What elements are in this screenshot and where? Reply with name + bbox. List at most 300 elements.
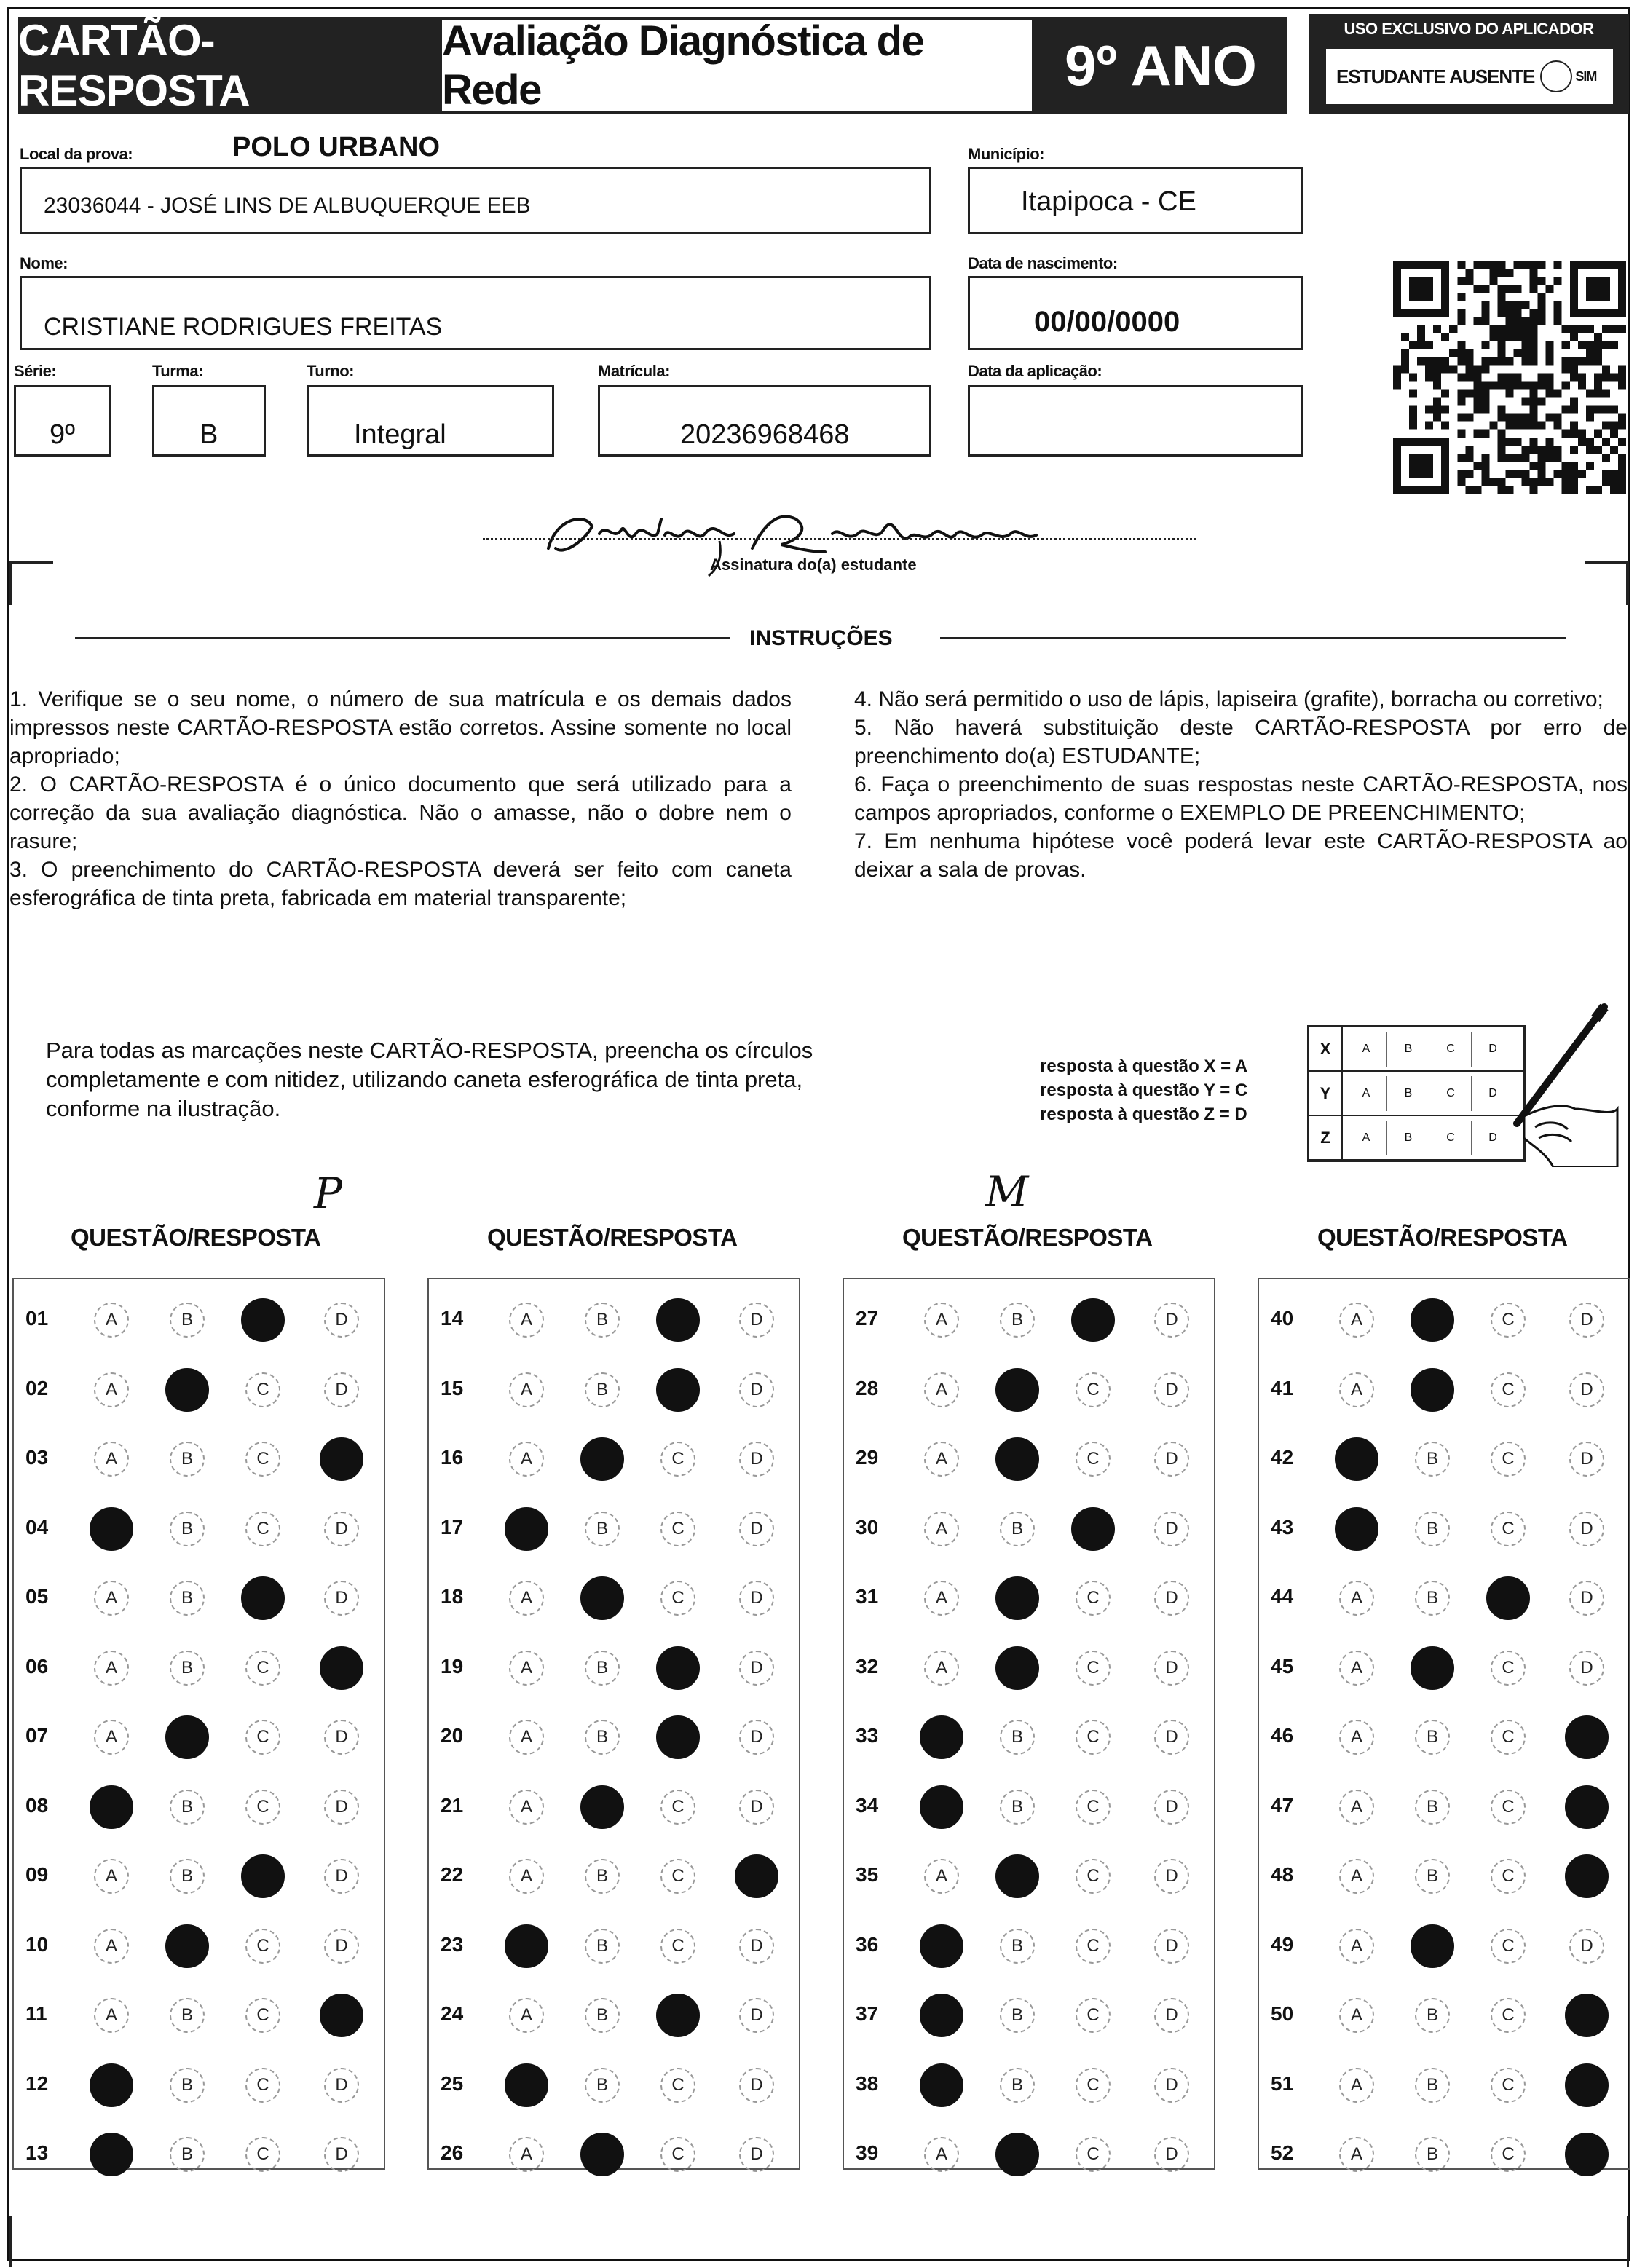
option-bubble-d[interactable]: D bbox=[324, 1581, 359, 1616]
option-bubble-b[interactable]: B bbox=[585, 1512, 620, 1546]
option-bubble-b[interactable] bbox=[580, 1576, 624, 1620]
option-bubble-c[interactable]: C bbox=[1491, 1859, 1526, 1894]
option-bubble-b[interactable]: B bbox=[1000, 1790, 1035, 1825]
question-number: 17 bbox=[441, 1515, 464, 1538]
option-bubble-b[interactable]: B bbox=[170, 1581, 205, 1616]
question-number: 28 bbox=[856, 1376, 879, 1399]
option-bubble-c[interactable]: C bbox=[1076, 1998, 1111, 2033]
option-bubble-a[interactable]: A bbox=[509, 2137, 544, 2172]
option-bubble-d[interactable]: D bbox=[739, 1929, 774, 1964]
option-bubble-a[interactable] bbox=[90, 2063, 133, 2107]
example-divider bbox=[1471, 1032, 1472, 1067]
aplic-field[interactable] bbox=[968, 385, 1303, 457]
option-bubble-d[interactable]: D bbox=[739, 1790, 774, 1825]
option-bubble-c[interactable]: C bbox=[660, 2137, 695, 2172]
option-bubble-b[interactable]: B bbox=[1415, 1998, 1450, 2033]
example-bubble-d: D bbox=[1488, 1087, 1497, 1099]
option-bubble-d[interactable]: D bbox=[1569, 1303, 1604, 1338]
option-bubble-d[interactable]: D bbox=[1569, 1581, 1604, 1616]
option-bubble-a[interactable] bbox=[1335, 1507, 1378, 1551]
option-bubble-b[interactable]: B bbox=[585, 1720, 620, 1755]
option-bubble-b[interactable] bbox=[995, 1576, 1039, 1620]
option-bubble-c[interactable]: C bbox=[660, 1790, 695, 1825]
option-bubble-d[interactable] bbox=[1565, 2063, 1609, 2107]
option-bubble-a[interactable]: A bbox=[1339, 2068, 1374, 2103]
option-bubble-d[interactable]: D bbox=[324, 1372, 359, 1407]
option-bubble-c[interactable]: C bbox=[245, 1929, 280, 1964]
option-bubble-c[interactable] bbox=[656, 1715, 700, 1759]
example-divider bbox=[1386, 1121, 1387, 1155]
option-bubble-a[interactable] bbox=[920, 1785, 963, 1829]
question-row-22 bbox=[429, 1850, 799, 1894]
option-bubble-c[interactable]: C bbox=[1491, 1720, 1526, 1755]
option-bubble-a[interactable]: A bbox=[1339, 1998, 1374, 2033]
option-bubble-b[interactable] bbox=[580, 1437, 624, 1481]
example-bubble-c: C bbox=[1446, 1087, 1455, 1099]
option-bubble-a[interactable]: A bbox=[509, 1442, 544, 1477]
option-bubble-c[interactable]: C bbox=[1491, 2068, 1526, 2103]
matricula-field[interactable] bbox=[598, 385, 931, 457]
option-bubble-c[interactable]: C bbox=[1491, 1998, 1526, 2033]
option-bubble-c[interactable]: C bbox=[660, 2068, 695, 2103]
option-bubble-d[interactable]: D bbox=[1154, 1998, 1189, 2033]
option-bubble-a[interactable] bbox=[920, 1994, 963, 2037]
option-bubble-c[interactable] bbox=[1071, 1507, 1115, 1551]
turma-value: B bbox=[200, 419, 218, 450]
question-row-20 bbox=[429, 1711, 799, 1755]
question-row-40 bbox=[1259, 1294, 1629, 1338]
option-bubble-a[interactable]: A bbox=[509, 1790, 544, 1825]
option-bubble-d[interactable]: D bbox=[1154, 2137, 1189, 2172]
exam-title: Avaliação Diagnóstica de Rede bbox=[439, 17, 1035, 114]
option-bubble-d[interactable]: D bbox=[1154, 1929, 1189, 1964]
option-bubble-b[interactable]: B bbox=[585, 1651, 620, 1686]
option-bubble-b[interactable] bbox=[580, 2133, 624, 2176]
option-bubble-b[interactable]: B bbox=[1000, 2068, 1035, 2103]
option-bubble-a[interactable]: A bbox=[509, 1859, 544, 1894]
municipio-field[interactable] bbox=[968, 167, 1303, 234]
option-bubble-c[interactable] bbox=[656, 1368, 700, 1412]
municipio-value: Itapipoca - CE bbox=[1021, 186, 1196, 217]
option-bubble-d[interactable]: D bbox=[1154, 1442, 1189, 1477]
option-bubble-a[interactable]: A bbox=[509, 1998, 544, 2033]
option-bubble-c[interactable] bbox=[241, 1854, 285, 1898]
option-bubble-c[interactable]: C bbox=[1076, 2068, 1111, 2103]
option-bubble-d[interactable]: D bbox=[1154, 1790, 1189, 1825]
question-number: 39 bbox=[856, 2141, 879, 2164]
option-bubble-b[interactable]: B bbox=[1000, 1998, 1035, 2033]
option-bubble-b[interactable] bbox=[995, 1646, 1039, 1690]
option-bubble-b[interactable] bbox=[580, 1785, 624, 1829]
option-bubble-b[interactable]: B bbox=[1000, 1512, 1035, 1546]
option-bubble-a[interactable] bbox=[920, 2063, 963, 2107]
option-bubble-c[interactable]: C bbox=[245, 2137, 280, 2172]
question-number: 13 bbox=[25, 2141, 49, 2164]
question-row-05 bbox=[14, 1572, 384, 1616]
option-bubble-a[interactable]: A bbox=[924, 1442, 959, 1477]
option-bubble-b[interactable]: B bbox=[170, 2137, 205, 2172]
option-bubble-a[interactable]: A bbox=[924, 1859, 959, 1894]
column-header-3: QUESTÃO/RESPOSTA bbox=[902, 1224, 1153, 1251]
matricula-value: 20236968468 bbox=[680, 419, 850, 450]
option-bubble-c[interactable]: C bbox=[245, 1512, 280, 1546]
question-number: 25 bbox=[441, 2071, 464, 2095]
option-bubble-b[interactable] bbox=[165, 1715, 209, 1759]
option-bubble-a[interactable] bbox=[1335, 1437, 1378, 1481]
option-bubble-a[interactable]: A bbox=[1339, 2137, 1374, 2172]
option-bubble-b[interactable]: B bbox=[170, 1442, 205, 1477]
school-value: 23036044 - JOSÉ LINS DE ALBUQUERQUE EEB bbox=[44, 194, 531, 218]
option-bubble-d[interactable]: D bbox=[739, 1303, 774, 1338]
option-bubble-c[interactable]: C bbox=[1491, 1929, 1526, 1964]
option-bubble-a[interactable] bbox=[90, 1507, 133, 1551]
nome-label: Nome: bbox=[20, 254, 68, 272]
option-bubble-d[interactable]: D bbox=[324, 1303, 359, 1338]
option-bubble-d[interactable]: D bbox=[1154, 1859, 1189, 1894]
option-bubble-c[interactable]: C bbox=[660, 1859, 695, 1894]
question-number: 29 bbox=[856, 1446, 879, 1469]
option-bubble-c[interactable]: C bbox=[1491, 1512, 1526, 1546]
option-bubble-a[interactable]: A bbox=[924, 1372, 959, 1407]
turno-field[interactable] bbox=[307, 385, 554, 457]
answer-card bbox=[7, 7, 1630, 2261]
turma-field[interactable] bbox=[152, 385, 266, 457]
option-bubble-b[interactable] bbox=[995, 1368, 1039, 1412]
question-row-25 bbox=[429, 2059, 799, 2103]
option-bubble-b[interactable]: B bbox=[585, 1303, 620, 1338]
question-row-21 bbox=[429, 1781, 799, 1825]
option-bubble-a[interactable]: A bbox=[509, 1303, 544, 1338]
instruction-5: 5. Não haverá substituição deste CARTÃO-RESPOSTA por erro de preenchimento do(a) ESTUDANTE; bbox=[854, 716, 1628, 768]
option-bubble-d[interactable]: D bbox=[739, 1442, 774, 1477]
option-bubble-c[interactable]: C bbox=[1491, 1651, 1526, 1686]
option-bubble-a[interactable]: A bbox=[924, 1303, 959, 1338]
option-bubble-a[interactable]: A bbox=[509, 1720, 544, 1755]
option-bubble-a[interactable]: A bbox=[94, 1372, 129, 1407]
matricula-label: Matrícula: bbox=[598, 362, 670, 380]
option-bubble-b[interactable]: B bbox=[1415, 1581, 1450, 1616]
option-bubble-c[interactable]: C bbox=[245, 1372, 280, 1407]
option-bubble-c[interactable]: C bbox=[1076, 1790, 1111, 1825]
nome-value: CRISTIANE RODRIGUES FREITAS bbox=[44, 313, 443, 341]
school-field[interactable] bbox=[20, 167, 931, 234]
option-bubble-d[interactable] bbox=[1565, 1715, 1609, 1759]
option-bubble-a[interactable]: A bbox=[94, 1442, 129, 1477]
absent-bubble[interactable] bbox=[1540, 60, 1572, 92]
option-bubble-d[interactable]: D bbox=[1569, 1372, 1604, 1407]
option-bubble-b[interactable]: B bbox=[170, 1512, 205, 1546]
option-bubble-d[interactable] bbox=[320, 1646, 363, 1690]
option-bubble-b[interactable] bbox=[1411, 1646, 1454, 1690]
option-bubble-a[interactable]: A bbox=[1339, 1372, 1374, 1407]
option-bubble-d[interactable] bbox=[320, 1437, 363, 1481]
option-bubble-b[interactable]: B bbox=[1415, 2068, 1450, 2103]
question-row-08 bbox=[14, 1781, 384, 1825]
option-bubble-a[interactable]: A bbox=[924, 1651, 959, 1686]
nome-field[interactable] bbox=[20, 276, 931, 350]
option-bubble-c[interactable]: C bbox=[1491, 1303, 1526, 1338]
option-bubble-d[interactable]: D bbox=[1154, 1303, 1189, 1338]
option-bubble-d[interactable]: D bbox=[1154, 1720, 1189, 1755]
question-row-35 bbox=[844, 1850, 1214, 1894]
option-bubble-c[interactable]: C bbox=[1491, 2137, 1526, 2172]
option-bubble-b[interactable]: B bbox=[585, 1859, 620, 1894]
option-bubble-d[interactable]: D bbox=[324, 1512, 359, 1546]
option-bubble-a[interactable] bbox=[90, 2133, 133, 2176]
option-bubble-b[interactable]: B bbox=[585, 2068, 620, 2103]
option-bubble-c[interactable]: C bbox=[660, 1442, 695, 1477]
option-bubble-d[interactable]: D bbox=[739, 2137, 774, 2172]
serie-value: 9º bbox=[50, 419, 76, 450]
question-number: 35 bbox=[856, 1863, 879, 1886]
option-bubble-a[interactable] bbox=[505, 1924, 548, 1968]
question-number: 51 bbox=[1271, 2071, 1294, 2095]
option-bubble-c[interactable] bbox=[241, 1298, 285, 1342]
option-bubble-c[interactable]: C bbox=[1076, 1442, 1111, 1477]
option-bubble-b[interactable]: B bbox=[585, 1929, 620, 1964]
option-bubble-b[interactable]: B bbox=[1415, 1790, 1450, 1825]
option-bubble-a[interactable]: A bbox=[1339, 1790, 1374, 1825]
option-bubble-b[interactable]: B bbox=[170, 1859, 205, 1894]
option-bubble-d[interactable]: D bbox=[324, 1790, 359, 1825]
local-label: Local da prova: bbox=[20, 145, 133, 163]
option-bubble-d[interactable] bbox=[1565, 2133, 1609, 2176]
option-bubble-a[interactable] bbox=[920, 1924, 963, 1968]
option-bubble-c[interactable]: C bbox=[1491, 1790, 1526, 1825]
option-bubble-c[interactable]: C bbox=[245, 1442, 280, 1477]
option-bubble-b[interactable] bbox=[995, 1854, 1039, 1898]
option-bubble-b[interactable] bbox=[1411, 1368, 1454, 1412]
option-bubble-d[interactable] bbox=[320, 1994, 363, 2037]
option-bubble-d[interactable]: D bbox=[1569, 1512, 1604, 1546]
option-bubble-a[interactable] bbox=[920, 1715, 963, 1759]
bracket-bottom-right bbox=[1627, 2216, 1629, 2267]
option-bubble-c[interactable]: C bbox=[1076, 1581, 1111, 1616]
example-divider bbox=[1386, 1032, 1387, 1067]
option-bubble-a[interactable]: A bbox=[509, 1581, 544, 1616]
option-bubble-a[interactable]: A bbox=[94, 1581, 129, 1616]
option-bubble-d[interactable]: D bbox=[1154, 1581, 1189, 1616]
example-line-x: resposta à questão X = A bbox=[1040, 1056, 1248, 1076]
option-bubble-a[interactable]: A bbox=[1339, 1303, 1374, 1338]
option-bubble-d[interactable]: D bbox=[324, 1720, 359, 1755]
option-bubble-b[interactable]: B bbox=[585, 1998, 620, 2033]
option-bubble-d[interactable]: D bbox=[739, 1372, 774, 1407]
option-bubble-b[interactable]: B bbox=[1415, 1859, 1450, 1894]
option-bubble-d[interactable]: D bbox=[1569, 1442, 1604, 1477]
option-bubble-d[interactable]: D bbox=[1154, 1651, 1189, 1686]
option-bubble-b[interactable]: B bbox=[1415, 1512, 1450, 1546]
question-number: 43 bbox=[1271, 1515, 1294, 1538]
question-number: 12 bbox=[25, 2071, 49, 2095]
option-bubble-c[interactable]: C bbox=[245, 1720, 280, 1755]
option-bubble-a[interactable]: A bbox=[94, 1929, 129, 1964]
option-bubble-d[interactable]: D bbox=[324, 1859, 359, 1894]
option-bubble-c[interactable]: C bbox=[660, 1512, 695, 1546]
option-bubble-b[interactable]: B bbox=[170, 2068, 205, 2103]
option-bubble-d[interactable] bbox=[1565, 1854, 1609, 1898]
option-bubble-b[interactable] bbox=[165, 1924, 209, 1968]
question-number: 26 bbox=[441, 2141, 464, 2164]
option-bubble-d[interactable] bbox=[1565, 1994, 1609, 2037]
option-bubble-a[interactable]: A bbox=[94, 1720, 129, 1755]
option-bubble-d[interactable]: D bbox=[324, 2137, 359, 2172]
option-bubble-b[interactable] bbox=[1411, 1298, 1454, 1342]
option-bubble-c[interactable]: C bbox=[1076, 1372, 1111, 1407]
option-bubble-a[interactable] bbox=[90, 1785, 133, 1829]
option-bubble-b[interactable] bbox=[995, 2133, 1039, 2176]
example-bubble-b: B bbox=[1404, 1043, 1413, 1055]
option-bubble-d[interactable]: D bbox=[739, 1512, 774, 1546]
example-bubble-a: A bbox=[1362, 1043, 1370, 1055]
question-row-51 bbox=[1259, 2059, 1629, 2103]
option-bubble-a[interactable]: A bbox=[509, 1372, 544, 1407]
option-bubble-d[interactable]: D bbox=[1154, 2068, 1189, 2103]
option-bubble-c[interactable]: C bbox=[660, 1929, 695, 1964]
option-bubble-d[interactable]: D bbox=[739, 1581, 774, 1616]
question-number: 48 bbox=[1271, 1863, 1294, 1886]
question-row-36 bbox=[844, 1920, 1214, 1964]
option-bubble-c[interactable] bbox=[241, 1576, 285, 1620]
option-bubble-d[interactable] bbox=[735, 1854, 778, 1898]
question-row-13 bbox=[14, 2128, 384, 2172]
question-number: 45 bbox=[1271, 1654, 1294, 1678]
option-bubble-d[interactable]: D bbox=[1154, 1512, 1189, 1546]
question-row-31 bbox=[844, 1572, 1214, 1616]
example-bubble-b: B bbox=[1404, 1131, 1413, 1144]
nasc-field[interactable] bbox=[968, 276, 1303, 350]
option-bubble-b[interactable]: B bbox=[170, 1651, 205, 1686]
example-line-z: resposta à questão Z = D bbox=[1040, 1105, 1247, 1124]
option-bubble-c[interactable] bbox=[1071, 1298, 1115, 1342]
question-row-38 bbox=[844, 2059, 1214, 2103]
option-bubble-d[interactable]: D bbox=[739, 2068, 774, 2103]
option-bubble-d[interactable]: D bbox=[324, 2068, 359, 2103]
question-number: 34 bbox=[856, 1793, 879, 1817]
option-bubble-d[interactable]: D bbox=[739, 1720, 774, 1755]
turma-label: Turma: bbox=[152, 362, 203, 380]
option-bubble-d[interactable]: D bbox=[1569, 1651, 1604, 1686]
absent-label: ESTUDANTE AUSENTE bbox=[1336, 65, 1535, 87]
question-number: 21 bbox=[441, 1793, 464, 1817]
option-bubble-b[interactable] bbox=[1411, 1924, 1454, 1968]
example-divider bbox=[1386, 1076, 1387, 1111]
option-bubble-c[interactable] bbox=[656, 1298, 700, 1342]
option-bubble-b[interactable] bbox=[165, 1368, 209, 1412]
option-bubble-b[interactable]: B bbox=[170, 1998, 205, 2033]
option-bubble-a[interactable]: A bbox=[924, 1512, 959, 1546]
option-bubble-c[interactable]: C bbox=[245, 1651, 280, 1686]
option-bubble-b[interactable] bbox=[995, 1437, 1039, 1481]
option-bubble-d[interactable] bbox=[1565, 1785, 1609, 1829]
option-bubble-d[interactable]: D bbox=[739, 1998, 774, 2033]
option-bubble-b[interactable]: B bbox=[1415, 1720, 1450, 1755]
option-bubble-b[interactable]: B bbox=[1000, 1929, 1035, 1964]
applicator-panel bbox=[1309, 14, 1629, 114]
option-bubble-a[interactable]: A bbox=[1339, 1581, 1374, 1616]
answer-column-2 bbox=[427, 1278, 800, 2170]
municipio-label: Município: bbox=[968, 145, 1044, 163]
option-bubble-a[interactable]: A bbox=[94, 1998, 129, 2033]
question-number: 50 bbox=[1271, 2002, 1294, 2025]
question-number: 16 bbox=[441, 1446, 464, 1469]
question-number: 09 bbox=[25, 1863, 49, 1886]
option-bubble-c[interactable]: C bbox=[660, 1581, 695, 1616]
question-row-39 bbox=[844, 2128, 1214, 2172]
option-bubble-b[interactable]: B bbox=[170, 1790, 205, 1825]
option-bubble-c[interactable]: C bbox=[1076, 1651, 1111, 1686]
option-bubble-a[interactable]: A bbox=[924, 1581, 959, 1616]
option-bubble-c[interactable]: C bbox=[1491, 1372, 1526, 1407]
instruction-4: 4. Não será permitido o uso de lápis, lapiseira (grafite), borracha ou corretivo; bbox=[854, 687, 1604, 711]
column-header-1: QUESTÃO/RESPOSTA bbox=[71, 1224, 321, 1251]
question-row-33 bbox=[844, 1711, 1214, 1755]
option-bubble-b[interactable]: B bbox=[1415, 2137, 1450, 2172]
option-bubble-a[interactable]: A bbox=[1339, 1651, 1374, 1686]
option-bubble-c[interactable] bbox=[656, 1646, 700, 1690]
option-bubble-b[interactable]: B bbox=[1415, 1442, 1450, 1477]
question-number: 07 bbox=[25, 1724, 49, 1747]
option-bubble-c[interactable] bbox=[656, 1994, 700, 2037]
option-bubble-a[interactable]: A bbox=[94, 1303, 129, 1338]
option-bubble-a[interactable]: A bbox=[94, 1859, 129, 1894]
question-number: 02 bbox=[25, 1376, 49, 1399]
option-bubble-b[interactable]: B bbox=[1000, 1303, 1035, 1338]
option-bubble-c[interactable] bbox=[1486, 1576, 1530, 1620]
example-grid bbox=[1307, 1025, 1526, 1162]
option-bubble-a[interactable] bbox=[505, 2063, 548, 2107]
option-bubble-c[interactable]: C bbox=[1076, 1720, 1111, 1755]
option-bubble-d[interactable]: D bbox=[324, 1929, 359, 1964]
option-bubble-c[interactable]: C bbox=[245, 2068, 280, 2103]
card-title: CARTÃO-RESPOSTA bbox=[18, 17, 439, 114]
option-bubble-a[interactable]: A bbox=[1339, 1859, 1374, 1894]
question-row-16 bbox=[429, 1433, 799, 1477]
question-row-44 bbox=[1259, 1572, 1629, 1616]
option-bubble-c[interactable]: C bbox=[1491, 1442, 1526, 1477]
option-bubble-c[interactable]: C bbox=[1076, 1859, 1111, 1894]
option-bubble-a[interactable] bbox=[505, 1507, 548, 1551]
question-number: 10 bbox=[25, 1932, 49, 1956]
option-bubble-d[interactable]: D bbox=[1569, 1929, 1604, 1964]
question-number: 44 bbox=[1271, 1585, 1294, 1608]
option-bubble-a[interactable]: A bbox=[1339, 1720, 1374, 1755]
option-bubble-b[interactable]: B bbox=[1000, 1720, 1035, 1755]
serie-field[interactable] bbox=[14, 385, 111, 457]
example-divider bbox=[1471, 1121, 1472, 1155]
option-bubble-c[interactable]: C bbox=[1076, 2137, 1111, 2172]
option-bubble-d[interactable]: D bbox=[739, 1651, 774, 1686]
instructions-title: INSTRUÇÕES bbox=[749, 626, 893, 650]
option-bubble-a[interactable]: A bbox=[94, 1651, 129, 1686]
option-bubble-a[interactable]: A bbox=[509, 1651, 544, 1686]
question-number: 42 bbox=[1271, 1446, 1294, 1469]
option-bubble-d[interactable]: D bbox=[1154, 1372, 1189, 1407]
question-row-50 bbox=[1259, 1989, 1629, 2033]
question-row-30 bbox=[844, 1503, 1214, 1546]
option-bubble-c[interactable]: C bbox=[1076, 1929, 1111, 1964]
option-bubble-b[interactable]: B bbox=[585, 1372, 620, 1407]
option-bubble-c[interactable]: C bbox=[245, 1998, 280, 2033]
option-bubble-a[interactable]: A bbox=[1339, 1929, 1374, 1964]
option-bubble-c[interactable]: C bbox=[245, 1790, 280, 1825]
option-bubble-a[interactable]: A bbox=[924, 2137, 959, 2172]
example-bubble-d: D bbox=[1488, 1043, 1497, 1055]
option-bubble-b[interactable]: B bbox=[170, 1303, 205, 1338]
question-row-43 bbox=[1259, 1503, 1629, 1546]
bracket-top-right bbox=[1585, 561, 1629, 605]
question-row-42 bbox=[1259, 1433, 1629, 1477]
